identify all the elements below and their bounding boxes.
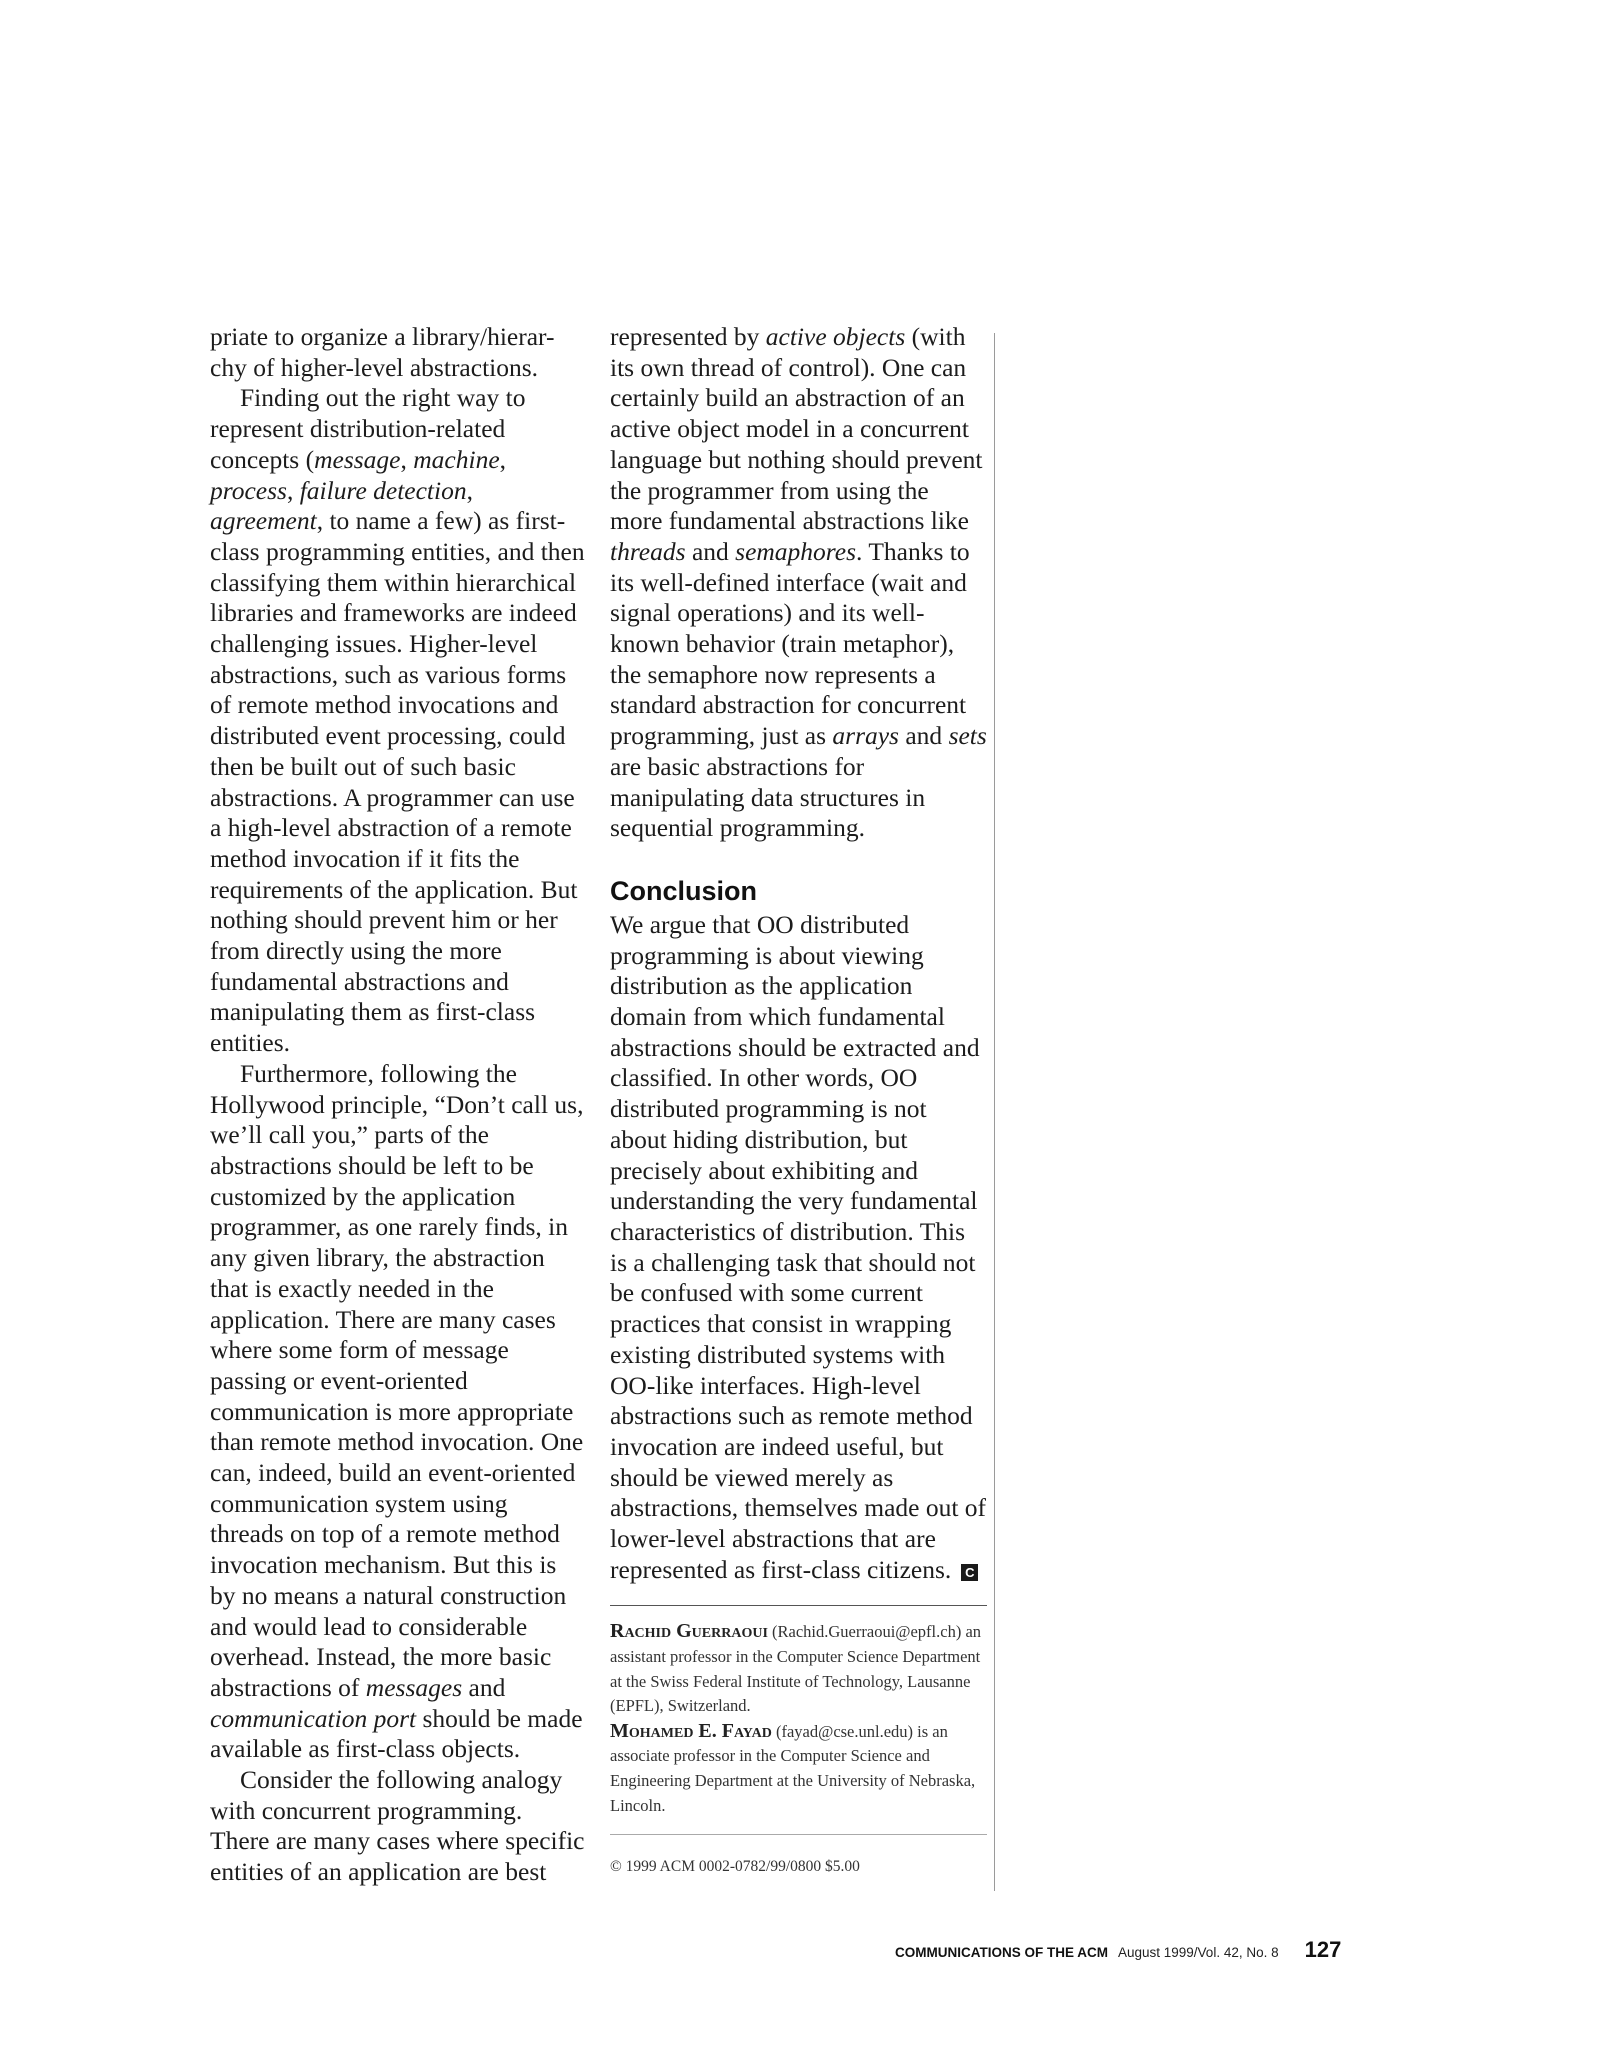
right-column — [610, 322, 987, 1877]
paragraph-hollywood-principle: Furthermore, following the Hollywood principle, “Don’t call us, we’ll call you,” parts of the abstractions should be left to be customized by the application programmer, as one rarely finds, in any given library, the abstraction that is exactly needed in the application. There are many cases where some form of message passing or event-oriented communication is more appropriate than remote method invocation. One can, indeed, build an event-oriented communication system using threads on top of a remote method invocation mechanism. But this is by no means a natural construction and would lead to considerable overhead. Instead, the more basic abstractions of messages and communication port should be made available as first-class objects. — [210, 1058, 584, 1764]
author-bio: Mohamed E. Fayad (fayad@cse.unl.edu) is an associate professor in the Computer Science and Engineering Department at the University of Nebraska, Lincoln. — [610, 1719, 976, 1815]
bio-divider-top — [610, 1605, 987, 1606]
paragraph-conclusion: We argue that OO distributed programming is about viewing distribution as the application domain from which fundamental abstractions should be extracted and classified. In other words, OO distributed programming is not about hiding distribution, but precisely about exhibiting and understanding the very fundamental characteristics of distribution. This is a challenging task that should not be confused with some current practices that consist in wrapping existing distributed systems with OO-like interfaces. High-level abstractions such as remote method invocation are indeed useful, but should be viewed merely as abstractions, themselves made out of lower-level abstractions that are represented as first-class citizens. C — [610, 909, 987, 1584]
issue-info: August 1999/Vol. 42, No. 8 — [1117, 1945, 1279, 1960]
bio-divider-bottom — [610, 1834, 987, 1835]
author-bio: Rachid Guerraoui (Rachid.Guerraoui@epfl.ch) an assistant professor in the Computer Science Department at the Swiss Federal Institute of Technology, Lausanne (EPFL), Switzerland. — [610, 1620, 982, 1716]
end-of-article-icon: C — [961, 1564, 978, 1581]
left-column — [210, 322, 585, 1888]
journal-name: COMMUNICATIONS OF THE ACM — [895, 1945, 1108, 1960]
paragraph-distribution-concepts: Finding out the right way to represent distribution-related concepts (message, machine, process, failure detection, agreement, to name a few) as first-class programming entities, and then classifying them within hierarchical libraries and frameworks are indeed challenging issues. Higher-level abstractions, such as various forms of remote method invocations and distributed event processing, could then be built out of such basic abstractions. A programmer can use a high-level abstraction of a remote method invocation if it fits the requirements of the application. But nothing should prevent him or her from directly using the more fundamental abstractions and manipulating them as first-class entities. — [210, 383, 585, 1058]
page-number: 127 — [1304, 1937, 1342, 1962]
paragraph-continuation: priate to organize a library/hierar- chy of higher-level abstractions. — [210, 322, 555, 382]
paragraph-active-objects: represented by active objects (with its own thread of control). One can certainly build an abstraction of an active object model in a concurrent language but nothing should prevent the programmer from using the more fundamental abstractions like threads and semaphores. Thanks to its well-defined interface (wait and signal operations) and its well-known behavior (train metaphor), the semaphore now represents a standard abstraction for concurrent programming, just as arrays and sets are basic abstractions for manipulating data structures in sequential programming. — [610, 322, 987, 843]
paragraph-concurrent-analogy: Consider the following analogy with concurrent programming. There are many cases where specific entities of an application are best — [210, 1765, 585, 1887]
section-heading-conclusion: Conclusion — [610, 875, 757, 906]
author-name: Rachid Guerraoui — [610, 1620, 768, 1643]
author-name: Mohamed E. Fayad — [610, 1719, 772, 1742]
column-rule — [994, 333, 995, 1891]
page-footer — [895, 1937, 1341, 1963]
author-bios — [610, 1619, 987, 1818]
copyright-notice: © 1999 ACM 0002-0782/99/0800 $5.00 — [610, 1858, 860, 1876]
